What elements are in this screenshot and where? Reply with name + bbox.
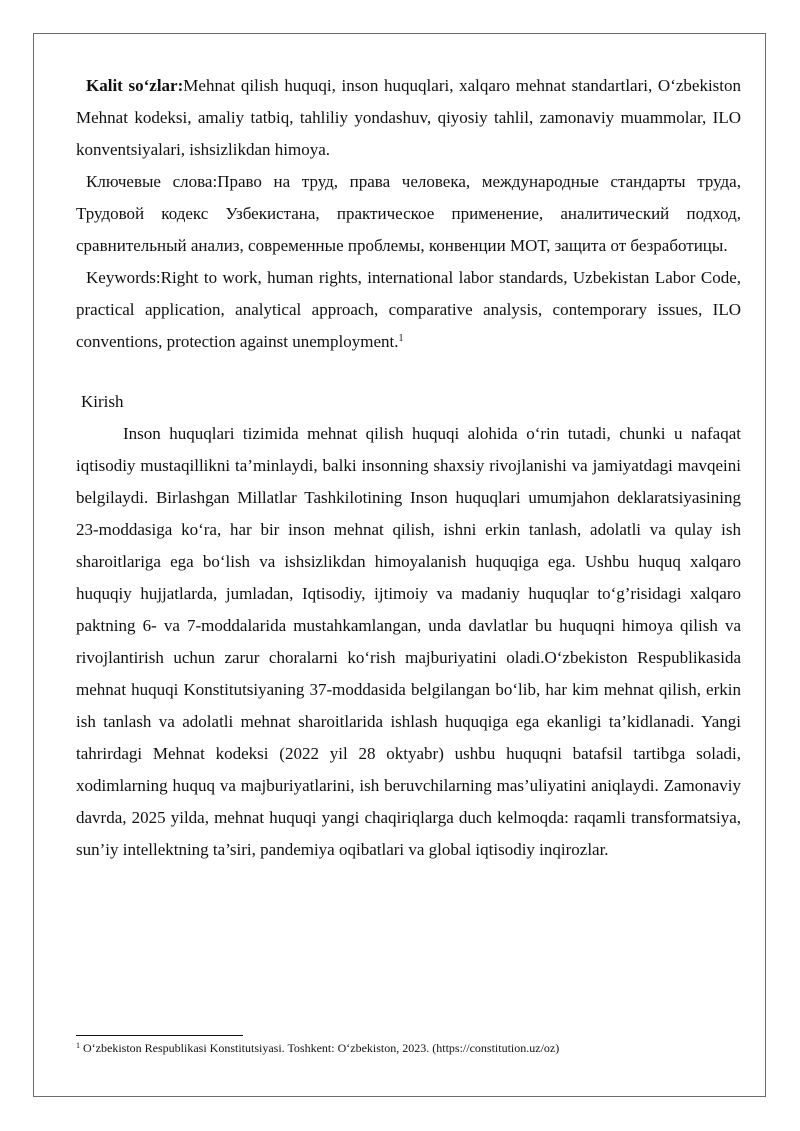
keywords-ru-text: Право на труд, права человека, международные стандарты труда, Трудовой кодекс Узбекистана, практическое применение, аналитический подход, сравнительный анализ, современные проблемы, конвенции МОТ, защита от безработицы.: [76, 172, 741, 255]
keywords-uz-label: Kalit so‘zlar:: [86, 76, 184, 95]
keywords-ru: [76, 166, 741, 262]
keywords-ru-label: Ключевые слова:: [86, 172, 218, 191]
footnote-number: 1: [76, 1041, 80, 1050]
section-paragraph: Inson huquqlari tizimida mehnat qilish huquqi alohida o‘rin tutadi, chunki u nafaqat iqtisodiy mustaqillikni ta’minlaydi, balki insonning shaxsiy rivojlanishi va jamiyatdagi mavqeini belgilaydi. Birlashgan Millatlar Tashkilotining Inson huquqlari umumjahon deklaratsiyasining 23-moddasiga ko‘ra, har bir inson mehnat qilish, ishni erkin tanlash, adolatli va qulay ish sharoitlariga ega bo‘lish va ishsizlikdan himoyalanish huquqiga ega. Ushbu huquq xalqaro huquqiy hujjatlarda, jumladan, Iqtisodiy, ijtimoiy va madaniy huquqlar to‘g’risidagi xalqaro paktning 6- va 7-moddalarida mustahkamlangan, unda davlatlar bu huquqni himoya qilish va rivojlantirish uchun zarur choralarni ko‘rish majburiyatini oladi.O‘zbekiston Respublikasida mehnat huquqi Konstitutsiyaning 37-moddasida belgilangan bo‘lib, har kim mehnat qilish, erkin ish tanlash va adolatli mehnat sharoitlarida ishlash huquqiga ega ekanligi ta’kidlanadi. Yangi tahrirdagi Mehnat kodeksi (2022 yil 28 oktyabr) ushbu huquqni batafsil tartibga soladi, xodimlarning huquq va majburiyatlarini, ish beruvchilarning mas’uliyatini aniqlaydi. Zamonaviy davrda, 2025 yilda, mehnat huquqi yangi chaqiriqlarga duch kelmoqda: raqamli transformatsiya, sun’iy intellektning ta’siri, pandemiya oqibatlari va global iqtisodiy inqirozlar.: [76, 424, 741, 859]
document-body: [76, 70, 741, 866]
keywords-en: [76, 262, 741, 358]
footnote-divider: [76, 1035, 243, 1036]
footnote-text: O‘zbekiston Respublikasi Konstitutsiyasi. Toshkent: O‘zbekiston, 2023. (https://constitution.uz/oz): [83, 1041, 560, 1055]
footnote: [76, 1040, 741, 1056]
keywords-en-text: Right to work, human rights, international labor standards, Uzbekistan Labor Code, practical application, analytical approach, comparative analysis, contemporary issues, ILO conventions, protection against unemployment.: [76, 268, 741, 351]
footnote-reference[interactable]: 1: [398, 333, 404, 344]
keywords-uz: [76, 70, 741, 166]
keywords-uz-text: Mehnat qilish huquqi, inson huquqlari, xalqaro mehnat standartlari, O‘zbekiston Mehnat kodeksi, amaliy tatbiq, tahliliy yondashuv, qiyosiy tahlil, zamonaviy muammolar, ILO konventsiyalari, ishsizlikdan himoya.: [76, 76, 742, 159]
section-heading: Kirish: [81, 392, 124, 411]
keywords-en-label: Keywords:: [86, 268, 161, 287]
